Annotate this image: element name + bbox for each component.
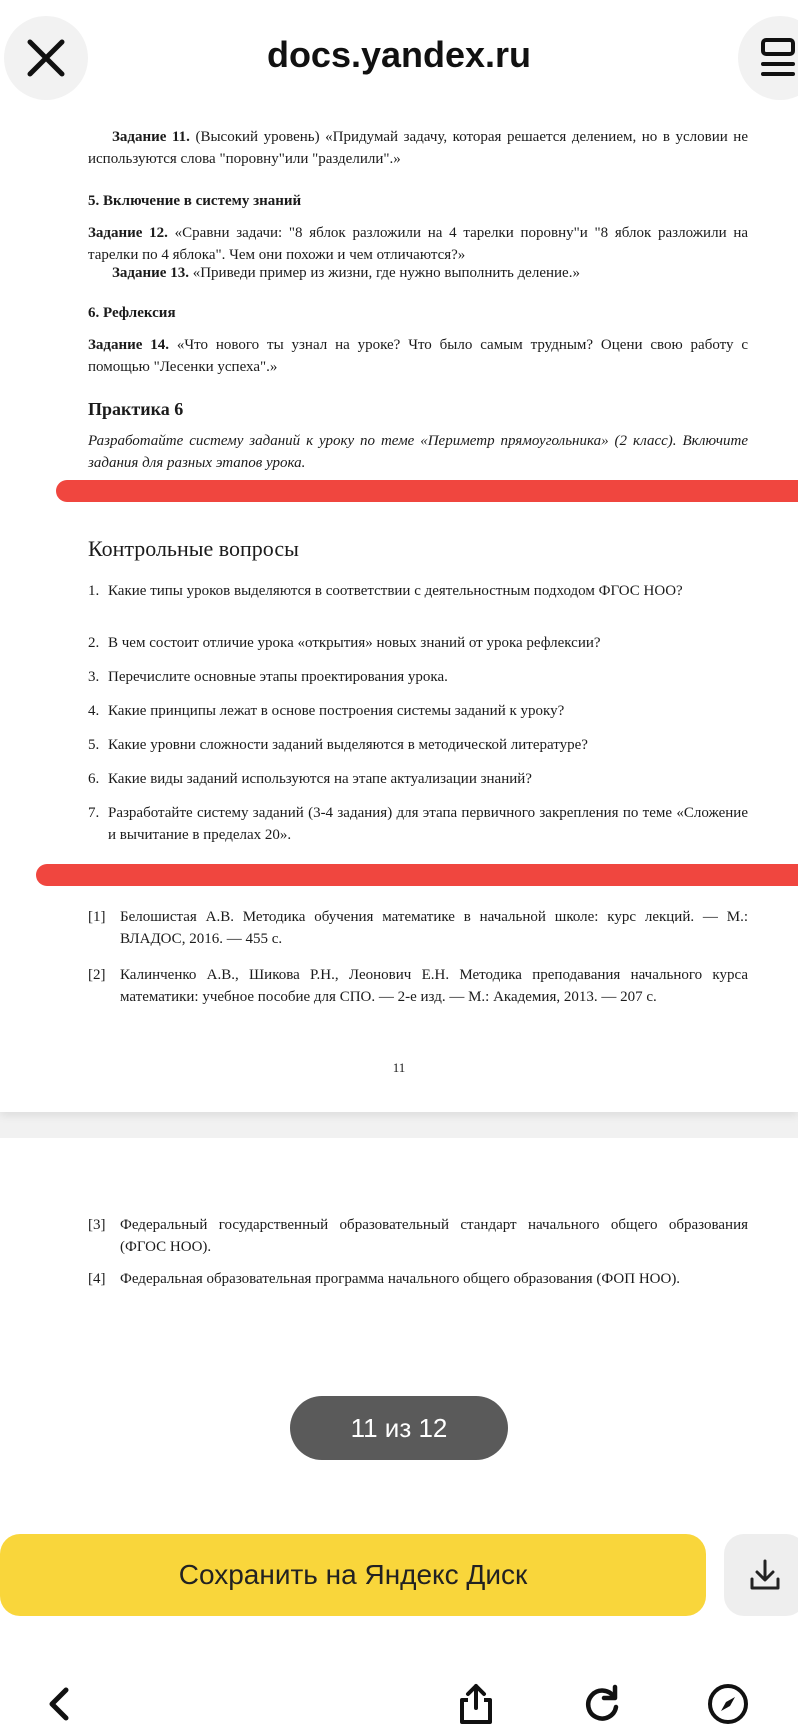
question-item: 5. Какие уровни сложности заданий выделяются в методической литературе? bbox=[88, 737, 588, 753]
compass-icon bbox=[706, 1682, 750, 1726]
top-bar bbox=[0, 0, 798, 112]
reload-button[interactable] bbox=[578, 1680, 626, 1728]
task-12: Задание 12. «Сравни задачи: "8 яблок разложили на 4 тарелки поровну"и "8 яблок разложили на тарелки по 4 яблока". Чем они похожи и чем отличаются?» bbox=[88, 225, 749, 263]
task-11: Задание 11. (Высокий уровень) «Придумай задачу, которая решается делением, но в условии не используются слова "поровну"или "разделили".» bbox=[88, 129, 748, 167]
page-url: docs.yandex.ru bbox=[266, 34, 532, 75]
questions-title: Контрольные вопросы bbox=[88, 536, 299, 561]
reference-item: [3] Федеральный государственный образовательный стандарт начального общего образования (ФГОС НОО). bbox=[88, 1217, 748, 1255]
download-button[interactable] bbox=[724, 1534, 798, 1616]
menu-button[interactable] bbox=[738, 16, 798, 100]
share-button[interactable] bbox=[452, 1680, 500, 1728]
question-item: 4. Какие принципы лежат в основе построения системы заданий к уроку? bbox=[88, 703, 565, 719]
practice-text: Разработайте систему заданий к уроку по теме «Периметр прямоугольника» (2 класс). Включите задания для разных этапов урока. bbox=[88, 433, 748, 471]
browser-navbar bbox=[0, 1672, 798, 1728]
share-icon bbox=[456, 1682, 496, 1726]
reference-item: [1] Белошистая А.В. Методика обучения математике в начальной школе: курс лекций. — М.: ВЛАДОС, 2016. — 455 с. bbox=[88, 909, 748, 947]
page-number: 11 bbox=[392, 1060, 406, 1075]
back-icon bbox=[44, 1684, 76, 1724]
save-to-disk-button[interactable]: Сохранить на Яндекс Диск bbox=[0, 1534, 706, 1616]
section-5-heading: 5. Включение в систему знаний bbox=[88, 193, 302, 209]
section-6-heading: 6. Рефлексия bbox=[88, 305, 176, 321]
question-item: 6. Какие виды заданий используются на этапе актуализации знаний? bbox=[88, 771, 532, 787]
download-icon bbox=[747, 1557, 783, 1593]
document-page-11[interactable] bbox=[0, 112, 798, 1112]
reference-item: [4] Федеральная образовательная программа начального общего образования (ФОП НОО). bbox=[88, 1271, 681, 1287]
practice-title: Практика 6 bbox=[88, 399, 184, 419]
reload-icon bbox=[581, 1683, 623, 1725]
question-item: 1. Какие типы уроков выделяются в соответствии с деятельностным подходом ФГОС НОО? bbox=[88, 583, 683, 599]
bottom-panel bbox=[0, 1520, 798, 1728]
question-item: 2. В чем состоит отличие урока «открытия» новых знаний от урока рефлексии? bbox=[88, 635, 601, 651]
browser-button[interactable] bbox=[704, 1680, 752, 1728]
question-item: 7. Разработайте систему заданий (3-4 задания) для этапа первичного закрепления по теме «Сложение и вычитание в пределах 20». bbox=[88, 805, 748, 843]
task-13: Задание 13. «Приведи пример из жизни, где нужно выполнить деление.» bbox=[112, 265, 580, 281]
question-item: 3. Перечислите основные этапы проектирования урока. bbox=[88, 669, 448, 685]
annotation-stroke-1 bbox=[56, 480, 798, 502]
reference-item: [2] Калинченко А.В., Шикова Р.Н., Леонович Е.Н. Методика преподавания начального курса математики: учебное пособие для СПО. — 2-е изд. — М.: Академия, 2013. — 207 с. bbox=[88, 967, 748, 1005]
annotation-stroke-2 bbox=[36, 864, 798, 886]
task-14: Задание 14. «Что нового ты узнал на уроке? Что было самым трудным? Оцени свою работу с помощью "Лесенки успеха".» bbox=[88, 337, 749, 375]
page-indicator: 11 из 12 bbox=[290, 1396, 508, 1460]
back-button[interactable] bbox=[36, 1680, 84, 1728]
menu-icon bbox=[758, 36, 798, 80]
